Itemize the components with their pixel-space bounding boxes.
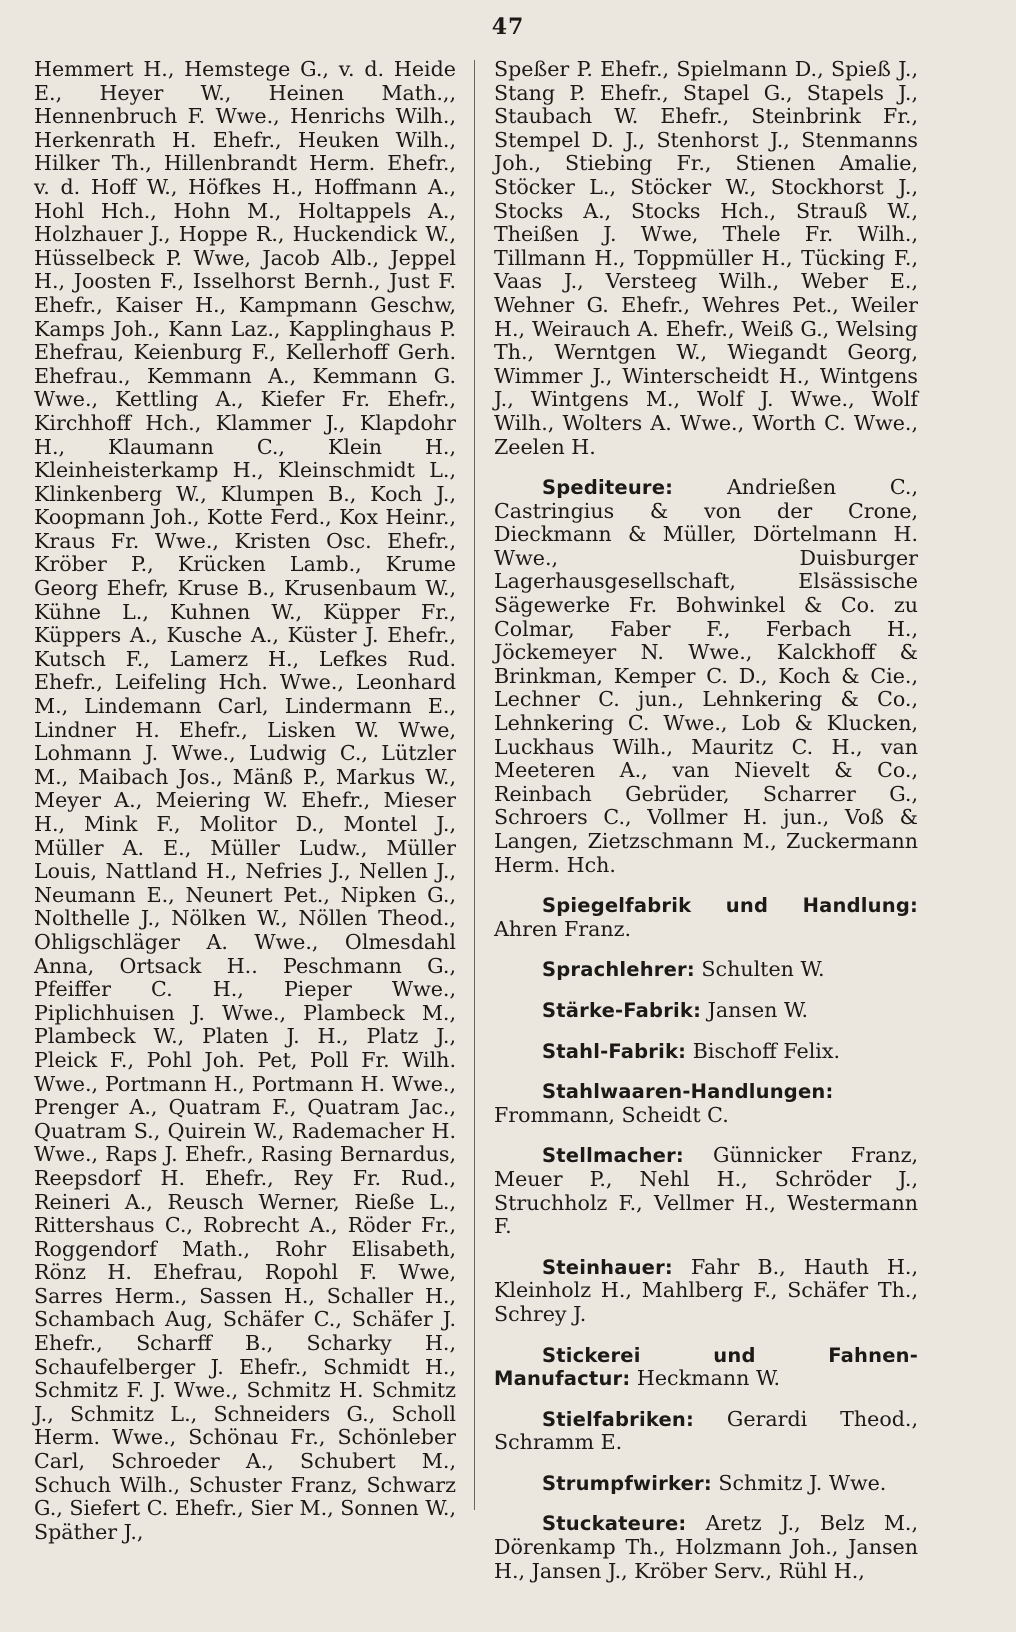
section-heading: Stuckateure:: [542, 1512, 687, 1536]
section-heading: Spiegelfabrik und Handlung:: [542, 894, 918, 918]
section-text: Bischoff Felix.: [692, 1038, 841, 1063]
section-text: Jansen W.: [707, 997, 809, 1022]
section-heading: Steinhauer:: [542, 1255, 673, 1279]
section-heading: Sprachlehrer:: [542, 958, 695, 982]
section-strumpfwirker: [494, 1472, 918, 1496]
left-column-text: Hemmert H., Hemstege G., v. d. Heide E., Heyer W., Heinen Math.,, Hennenbruch F. Wwe., Henrichs Wilh., Herkenrath H. Ehefr., Heuken Wilh., Hilker Th., Hillenbrandt Herm. Ehefr., v. d. Hoff W., Höfkes H., Hoffmann A., Hohl Hch., Hohn M., Holtappels A., Holzhauer J., Hoppe R., Huckendick W., Hüsselbeck P. Wwe, Jacob Alb., Jeppel H., Joosten F., Isselhorst Bernh., Just F. Ehefr., Kaiser H., Kampmann Geschw, Kamps Joh., Kann Laz., Kapplinghaus P. Ehefrau, Keienburg F., Kellerhoff Gerh. Ehefrau., Kemmann A., Kemmann G. Wwe., Kettling A., Kiefer Fr. Ehefr., Kirchhoff Hch., Klammer J., Klapdohr H., Klaumann C., Klein H., Kleinheisterkamp H., Kleinschmidt L., Klinkenberg W., Klumpen B., Koch J., Koopmann Joh., Kotte Ferd., Kox Heinr., Kraus Fr. Wwe., Kristen Osc. Ehefr., Kröber P., Krücken Lamb., Krume Georg Ehefr, Kruse B., Krusenbaum W., Kühne L., Kuhnen W., Küpper Fr., Küppers A., Kusche A., Küster J. Ehefr., Kutsch F., Lamerz H., Lefkes Rud. Ehefr., Leifeling Hch. Wwe., Leonhard M., Lindemann Carl, Lindermann E., Lindner H. Ehefr., Lisken W. Wwe, Lohmann J. Wwe., Ludwig C., Lützler M., Maibach Jos., Mänß P., Markus W., Meyer A., Meiering W. Ehefr., Mieser H., Mink F., Molitor D., Montel J., Müller A. E., Müller Ludw., Müller Louis, Nattland H., Nefries J., Nellen J., Neumann E., Neunert Pet., Nipken G., Nolthelle J., Nölken W., Nöllen Theod., Ohligschläger A. Wwe., Olmesdahl Anna, Ortsack H.. Peschmann G., Pfeiffer C. H., Pieper Wwe., Piplichhuisen J. Wwe., Plambeck M., Plambeck W., Platen J. H., Platz J., Pleick F., Pohl Joh. Pet, Poll Fr. Wilh. Wwe., Portmann H., Portmann H. Wwe., Prenger A., Quatram F., Quatram Jac., Quatram S., Quirein W., Rademacher H. Wwe., Raps J. Ehefr., Rasing Bernardus, Reepsdorf H. Ehefr., Rey Fr. Rud., Reineri A., Reusch Werner, Rieße L., Rittershaus C., Robrecht A., Röder Fr., Roggendorf Math., Rohr Elisabeth, Rönz H. Ehefrau, Ropohl F. Wwe, Sarres Herm., Sassen H., Schaller H., Schambach Aug, Schäfer C., Schäfer J. Ehefr., Scharff B., Scharky H., Schaufelberger J. Ehefr., Schmidt H., Schmitz F. J. Wwe., Schmitz H. Schmitz J., Schmitz L., Schneiders G., Scholl Herm. Wwe., Schönau Fr., Schönleber Carl, Schroeder A., Schubert M., Schuch Wilh., Schuster Franz, Schwarz G., Siefert C. Ehefr., Sier M., Sonnen W., Späther J.,: [34, 57, 456, 1544]
column-divider: [474, 60, 475, 1510]
right-column: [494, 58, 918, 1600]
right-column-intro: Speßer P. Ehefr., Spielmann D., Spieß J., Stang P. Ehefr., Stapel G., Stapels J., Staubach W. Ehefr., Steinbrink Fr., Stempel D. J., Stenhorst J., Stenmanns Joh., Stiebing Fr., Stienen Amalie, Stöcker L., Stöcker W., Stockhorst J., Stocks A., Stocks Hch., Strauß W., Theißen J. Wwe, Thele Fr. Wilh., Tillmann H., Toppmüller H., Tücking F., Vaas J., Versteeg Wilh., Weber E., Wehner G. Ehefr., Wehres Pet., Weiler H., Weirauch A. Ehefr., Weiß G., Welsing Th., Werntgen W., Wiegandt Georg, Wimmer J., Winterscheidt H., Wintgens J., Wintgens M., Wolf J. Wwe., Wolf Wilh., Wolters A. Wwe., Worth C. Wwe., Zeelen H.: [494, 57, 918, 459]
section-stellmacher: [494, 1144, 918, 1238]
section-heading: Stielfabriken:: [542, 1407, 695, 1431]
section-heading: Stärke-Fabrik:: [542, 998, 702, 1022]
section-text: Schulten W.: [701, 957, 825, 982]
section-heading: Stahlwaaren-Handlungen:: [542, 1080, 834, 1104]
section-stielfabriken: [494, 1408, 918, 1455]
section-stuckateure: [494, 1512, 918, 1583]
section-text: Günnicker Franz, Meuer P., Nehl H., Schröder J., Struchholz F., Vellmer H., Westermann F.: [494, 1143, 918, 1239]
section-text: Heckmann W.: [636, 1366, 781, 1391]
section-text: Ahren Franz.: [494, 916, 632, 941]
section-spiegelfabrik: [494, 894, 918, 941]
section-stahlwaaren: [494, 1080, 918, 1127]
section-heading: Stickerei und Fahnen-Manufactur:: [494, 1343, 918, 1391]
section-staerke-fabrik: [494, 999, 918, 1023]
section-steinhauer: [494, 1256, 918, 1327]
section-text: Frommann, Scheidt C.: [494, 1102, 729, 1127]
section-spediteure: [494, 476, 918, 877]
section-text: Aretz J., Belz M., Dörenkamp Th., Holzmann Joh., Jansen H., Jansen J., Kröber Serv., Rühl H.,: [494, 1511, 918, 1583]
left-column: [34, 58, 456, 1544]
section-stickerei: [494, 1344, 918, 1391]
page-number: 47: [491, 14, 525, 40]
section-text: Fahr B., Hauth H., Kleinholz H., Mahlberg F., Schäfer Th., Schrey J.: [494, 1254, 919, 1326]
section-text: Gerardi Theod., Schramm E.: [494, 1406, 918, 1455]
section-heading: Stellmacher:: [542, 1144, 684, 1168]
section-stahl-fabrik: [494, 1040, 918, 1064]
section-heading: Stahl-Fabrik:: [542, 1039, 687, 1063]
section-heading: Strumpfwirker:: [542, 1471, 712, 1495]
section-text: Schmitz J. Wwe.: [718, 1470, 887, 1495]
section-text: Andrießen C., Castringius & von der Crone, Dieckmann & Müller, Dörtelmann H. Wwe., Duisburger Lagerhausgesellschaft, Elsässische Sägewerke Fr. Bohwinkel & Co. zu Colmar, Faber F., Ferbach H., Jöckemeyer N. Wwe., Kalckhoff & Brinkman, Kemper C. D., Koch & Cie., Lechner C. jun., Lehnkering & Co., Lehnkering C. Wwe., Lob & Klucken, Luckhaus Wilh., Mauritz C. H., van Meeteren A., van Nievelt & Co., Reinbach Gebrüder, Scharrer G., Schroers C., Vollmer H. jun., Voß & Langen, Zietzschmann M., Zuckermann Herm. Hch.: [494, 475, 918, 877]
section-heading: Spediteure:: [542, 476, 674, 500]
section-sprachlehrer: [494, 958, 918, 982]
